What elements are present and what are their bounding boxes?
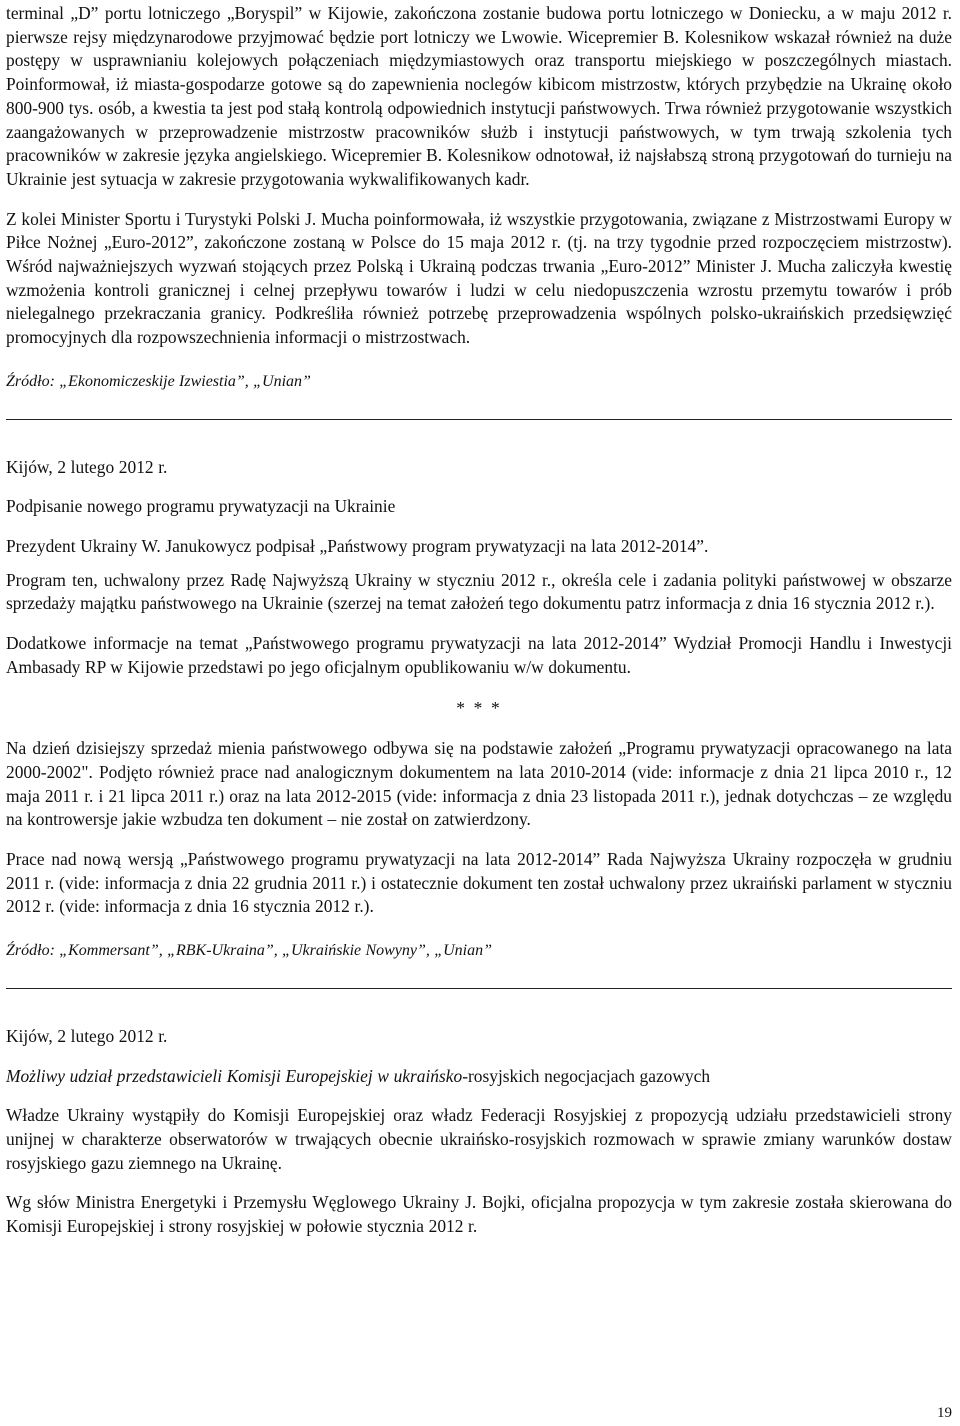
paragraph: Prezydent Ukrainy W. Janukowycz podpisał „Państwowy program prywatyzacji na lata 2012-2014”. bbox=[6, 535, 709, 556]
paragraph: Program ten, uchwalony przez Radę Najwyższą Ukrainy w styczniu 2012 r., określa cele i zadania polityki państwowej w obszarze sprzedaży majątku państwowego na Ukrainie (szerzej na temat założeń tego dokumentu patrz informacja z dnia 16 stycznia 2012 r.). bbox=[6, 569, 952, 614]
article-title-italic: Możliwy udział przedstawicieli Komisji Europejskiej w ukraińsko bbox=[6, 1065, 463, 1086]
article-date: Kijów, 2 lutego 2012 r. bbox=[6, 1025, 168, 1046]
paragraph: terminal „D” portu lotniczego „Boryspil” w Kijowie, zakończona zostanie budowa portu lotniczego w Doniecku, a w maju 2012 r. pierwsze rejsy międzynarodowe przyjmować będzie port lotniczy we Lwowie. Wicepremier B. Kolesnikow wskazał również na duże postępy w usprawnianiu kolejowych połączeniach międzymiastowych oraz transportu miejskiego w poszczególnych miastach. Poinformował, iż miasta-gospodarze gotowe są do zapewnienia noclegów kibicom mistrzostw, których przybędzie na Ukrainę około 800-900 tys. osób, a kwestia ta jest pod stałą kontrolą odpowiednich instytucji państwowych. Trwa również przygotowanie wszystkich zaangażowanych w przeprowadzenie mistrzostw pracowników służb i instytucji państwowych, w tym trwają szkolenia tych pracowników w zakresie języka angielskiego. Wicepremier B. Kolesnikow odnotował, iż najsłabszą stroną przygotowań do turnieju na Ukrainie jest sytuacja w zakresie przygotowania wykwalifikowanych kadr. bbox=[6, 3, 952, 189]
page-number: 19 bbox=[937, 1405, 952, 1421]
paragraph: Wg słów Ministra Energetyki i Przemysłu Węglowego Ukrainy J. Bojki, oficjalna propozycja w tym zakresie została skierowana do Komisji Europejskiej i strony rosyjskiej w połowie stycznia 2012 r. bbox=[6, 1192, 952, 1237]
paragraph: Na dzień dzisiejszy sprzedaż mienia państwowego odbywa się na podstawie założeń „Programu prywatyzacji opracowanego na lata 2000-2002". Podjęto również prace nad analogicznym dokumentem na lata 2010-2014 (vide: informacje z dnia 21 lipca 2010 r., 12 maja 2011 r. i 21 lipca 2011 r.) oraz na lata 2012-2015 (vide: informacja z dnia 23 listopada 2011 r.), jednak dotychczas – ze względu na kontrowersje jakie wzbudza ten dokument – nie został on zatwierdzony. bbox=[6, 738, 952, 830]
paragraph: Władze Ukrainy wystąpiły do Komisji Europejskiej oraz władz Federacji Rosyjskiej z propozycją udziału przedstawicieli strony unijnej w charakterze obserwatorów w trwających obecnie ukraińsko-rosyjskich rozmowach w sprawie zmiany warunków dostaw rosyjskiego gazu ziemnego na Ukrainę. bbox=[6, 1105, 952, 1173]
source-note: Źródło: „Kommersant”, „RBK-Ukraina”, „Ukraińskie Nowyny”, „Unian” bbox=[6, 942, 492, 960]
section-euro2012-preparations bbox=[6, 2, 952, 394]
paragraph: Z kolei Minister Sportu i Turystyki Polski J. Mucha poinformowała, iż wszystkie przygotowania, związane z Mistrzostwami Europy w Piłce Nożnej „Euro-2012”, zakończone zostaną w Polsce do 15 maja 2012 r. (tj. na trzy tygodnie przed rozpoczęciem mistrzostw). Wśród najważniejszych wyzwań stojących przez Polską i Ukrainą podczas trwania „Euro-2012” Minister J. Mucha zaliczyła kwestię wzmożenia kontroli granicznej i celnej przepływu towarów i ludzi w celu niedopuszczenia wzrostu przemytu towarów i prób nielegalnego przekraczania granicy. Podkreśliła również potrzebę przeprowadzenia wspólnych polsko-ukraińskich przedsięwzięć promocyjnych dla rozpowszechnienia informacji o mistrzostwach. bbox=[6, 208, 952, 348]
section-separator-stars: * * * bbox=[456, 698, 502, 719]
source-note: Źródło: „Ekonomiczeskije Izwiestia”, „Unian” bbox=[6, 372, 311, 390]
article-date: Kijów, 2 lutego 2012 r. bbox=[6, 456, 168, 477]
article-title: Podpisanie nowego programu prywatyzacji na Ukrainie bbox=[6, 496, 396, 517]
section-divider bbox=[6, 988, 952, 989]
section-divider bbox=[6, 419, 952, 420]
section-gas-negotiations bbox=[6, 1025, 952, 1239]
section-privatization-program bbox=[6, 456, 952, 963]
paragraph: Prace nad nową wersją „Państwowego programu prywatyzacji na lata 2012-2014” Rada Najwyższa Ukrainy rozpoczęła w grudniu 2011 r. (vide: informacja z dnia 22 grudnia 2011 r.) i ostatecznie dokument ten został uchwalony przez ukraiński parlament w styczniu 2012 r. (vide: informacja z dnia 16 stycznia 2012 r.). bbox=[6, 848, 952, 917]
document-page bbox=[6, 2, 952, 1239]
paragraph: Dodatkowe informacje na temat „Państwowego programu prywatyzacji na lata 2012-2014” Wydział Promocji Handlu i Inwestycji Ambasady RP w Kijowie przedstawi po jego oficjalnym opublikowaniu w/w dokumentu. bbox=[6, 633, 952, 677]
article-title bbox=[6, 1065, 952, 1089]
article-title-rest: -rosyjskich negocjacjach gazowych bbox=[462, 1065, 711, 1086]
